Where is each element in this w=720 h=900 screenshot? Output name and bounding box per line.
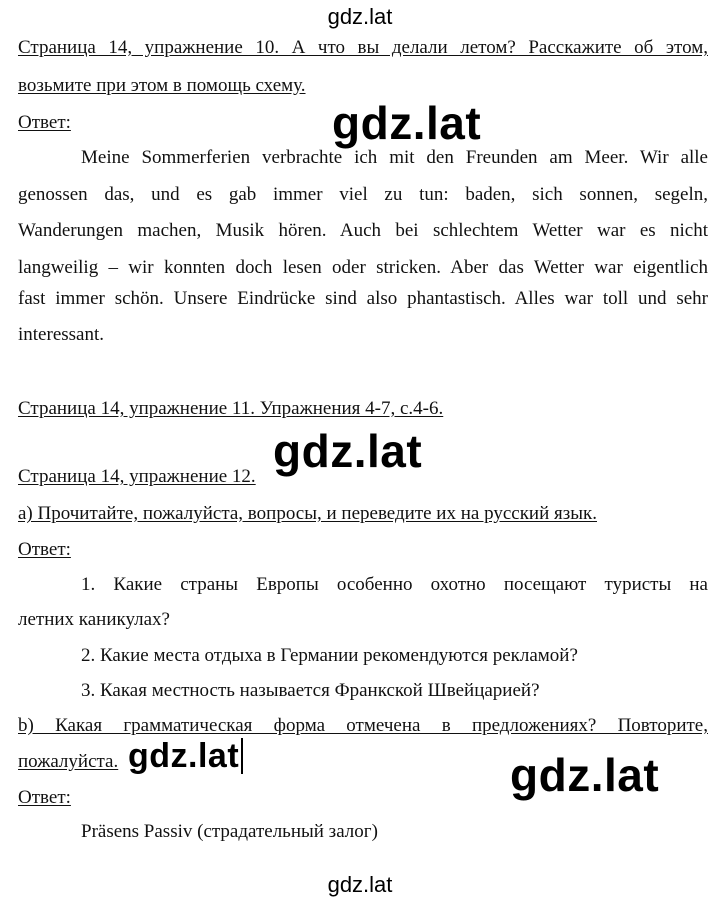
ex12-answer-b: Präsens Passiv (страдательный залог) [81, 821, 378, 842]
ex10-text-line: langweilig – wir konnten doch lesen oder stricken. Aber das Wetter war eigentlich [18, 257, 708, 278]
ex10-text-line: fast immer schön. Unsere Eindrücke sind also phantastisch. Alles war toll und sehr [18, 288, 708, 309]
watermark-logo: gdz.lat [273, 425, 423, 477]
watermark-bottom: gdz.lat [327, 872, 393, 897]
question-3: 3. Какая местность называется Франкской Швейцарией? [81, 680, 540, 701]
ex10-heading-line1: Страница 14, упражнение 10. А что вы делали летом? Расскажите об этом, [18, 37, 708, 58]
ex10-heading-line2: возьмите при этом в помощь схему. [18, 75, 306, 96]
watermark-logo: gdz.lat [332, 97, 482, 149]
ex12-answer-label-b: Ответ: [18, 787, 71, 808]
ex10-text-line: interessant. [18, 324, 105, 345]
ex10-text-line: Wanderungen machen, Musik hören. Auch bei schlechtem Wetter war es nicht [18, 220, 708, 241]
ex11-heading: Страница 14, упражнение 11. Упражнения 4-7, с.4-6. [18, 398, 444, 419]
question-1-line2: летних каникулах? [18, 609, 170, 630]
ex12-part-b-line1: b) Какая грамматическая форма отмечена в предложениях? Повторите, [18, 715, 708, 736]
watermark-logo: gdz.lat [128, 738, 243, 774]
ex12-part-b-line2: пожалуйста. [18, 751, 119, 772]
watermark-logo: gdz.lat [510, 749, 660, 801]
ex12-answer-label-a: Ответ: [18, 539, 71, 560]
question-1-line1: 1. Какие страны Европы особенно охотно посещают туристы на [81, 574, 708, 595]
ex12-part-a: а) Прочитайте, пожалуйста, вопросы, и переведите их на русский язык. [18, 503, 597, 524]
ex12-heading: Страница 14, упражнение 12. [18, 466, 256, 487]
ex10-text-line: genossen das, und es gab immer viel zu tun: baden, sich sonnen, segeln, [18, 184, 708, 205]
watermark-top: gdz.lat [327, 4, 393, 29]
ex10-text-line: Meine Sommerferien verbrachte ich mit den Freunden am Meer. Wir alle [81, 147, 708, 168]
ex10-answer-label: Ответ: [18, 112, 71, 133]
question-2: 2. Какие места отдыха в Германии рекомендуются рекламой? [81, 645, 578, 666]
